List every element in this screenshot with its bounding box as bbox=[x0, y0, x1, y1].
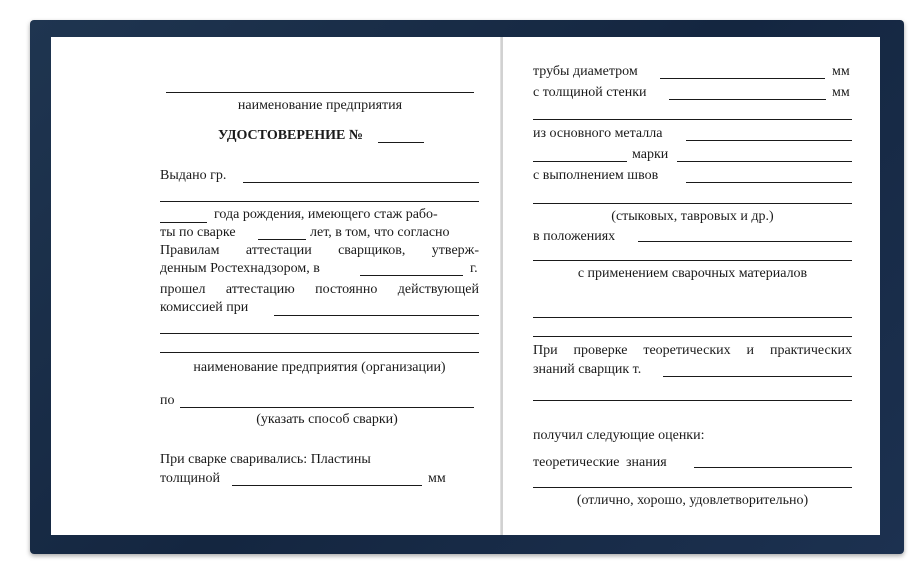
welding-experience-text-2: лет, в том, что согласно bbox=[310, 225, 450, 240]
theory-grade-line[interactable] bbox=[694, 467, 852, 468]
method-by-label: по bbox=[160, 393, 175, 408]
metal-grade-line-a[interactable] bbox=[533, 161, 627, 162]
certificate-title: УДОСТОВЕРЕНИЕ № bbox=[218, 128, 363, 143]
wall-thickness-line[interactable] bbox=[669, 99, 826, 100]
pipe-diameter-label: трубы диаметром bbox=[533, 64, 638, 79]
check-text-2: знаний сварщик т. bbox=[533, 362, 642, 377]
grade-label: марки bbox=[632, 147, 669, 162]
pipe-extra-line[interactable] bbox=[533, 119, 852, 120]
approved-text: денным Ростехнадзором, в bbox=[160, 261, 320, 276]
materials-caption: с применением сварочных материалов bbox=[577, 266, 808, 281]
metal-grade-line[interactable] bbox=[677, 161, 852, 162]
issued-to-name-line[interactable] bbox=[243, 182, 479, 183]
welder-name-line[interactable] bbox=[663, 376, 852, 377]
issued-to-label: Выдано гр. bbox=[160, 168, 227, 183]
welder-name-line-2[interactable] bbox=[533, 400, 852, 401]
enterprise-name-caption: наименование предприятия bbox=[237, 98, 403, 113]
commission-label: комиссией при bbox=[160, 300, 249, 315]
grades-caption: (отлично, хорошо, удовлетворительно) bbox=[576, 493, 809, 508]
wall-thickness-label: с толщиной стенки bbox=[533, 85, 647, 100]
seams-line[interactable] bbox=[686, 182, 852, 183]
organization-caption: наименование предприятия (организации) bbox=[193, 360, 446, 375]
positions-label: в положениях bbox=[533, 229, 616, 244]
seams-label: с выполнением швов bbox=[533, 168, 659, 183]
thickness-unit: мм bbox=[428, 471, 446, 486]
rules-text: Правилам аттестации сварщиков, утверж- bbox=[160, 243, 479, 258]
welding-method-line[interactable] bbox=[180, 407, 474, 408]
welding-experience-text: ты по сварке bbox=[160, 225, 236, 240]
theory-label: теоретические знания bbox=[533, 455, 667, 470]
thickness-label: толщиной bbox=[160, 471, 220, 486]
certificate-number-line[interactable] bbox=[378, 142, 424, 143]
year-suffix: г. bbox=[470, 261, 478, 276]
base-metal-line[interactable] bbox=[686, 140, 852, 141]
issued-to-name-line-2[interactable] bbox=[160, 201, 479, 202]
enterprise-name-line[interactable] bbox=[166, 92, 474, 93]
check-text-1: При проверке теоретических и практических bbox=[533, 343, 852, 358]
seams-caption: (стыковых, тавровых и др.) bbox=[611, 209, 774, 224]
theory-grade-line-2[interactable] bbox=[533, 487, 852, 488]
wall-thickness-unit: мм bbox=[832, 85, 850, 100]
approval-date-line[interactable] bbox=[360, 275, 463, 276]
positions-line[interactable] bbox=[638, 241, 852, 242]
base-metal-label: из основного металла bbox=[533, 126, 663, 141]
plates-label: При сварке сваривались: Пластины bbox=[160, 452, 371, 467]
grades-label: получил следующие оценки: bbox=[533, 428, 705, 443]
pipe-diameter-unit: мм bbox=[832, 64, 850, 79]
materials-line[interactable] bbox=[533, 317, 852, 318]
pipe-diameter-line[interactable] bbox=[660, 78, 825, 79]
experience-years-line[interactable] bbox=[258, 239, 306, 240]
commission-line-3[interactable] bbox=[160, 352, 479, 353]
welding-method-caption: (указать способ сварки) bbox=[256, 412, 398, 427]
materials-line-2[interactable] bbox=[533, 336, 852, 337]
commission-line[interactable] bbox=[274, 315, 479, 316]
birth-year-line[interactable] bbox=[160, 222, 207, 223]
plate-thickness-line[interactable] bbox=[232, 485, 422, 486]
seams-line-2[interactable] bbox=[533, 203, 852, 204]
commission-line-2[interactable] bbox=[160, 333, 479, 334]
passed-text: прошел аттестацию постоянно действующей bbox=[160, 282, 479, 297]
birth-text: года рождения, имеющего стаж рабо- bbox=[214, 207, 438, 222]
positions-line-2[interactable] bbox=[533, 260, 852, 261]
